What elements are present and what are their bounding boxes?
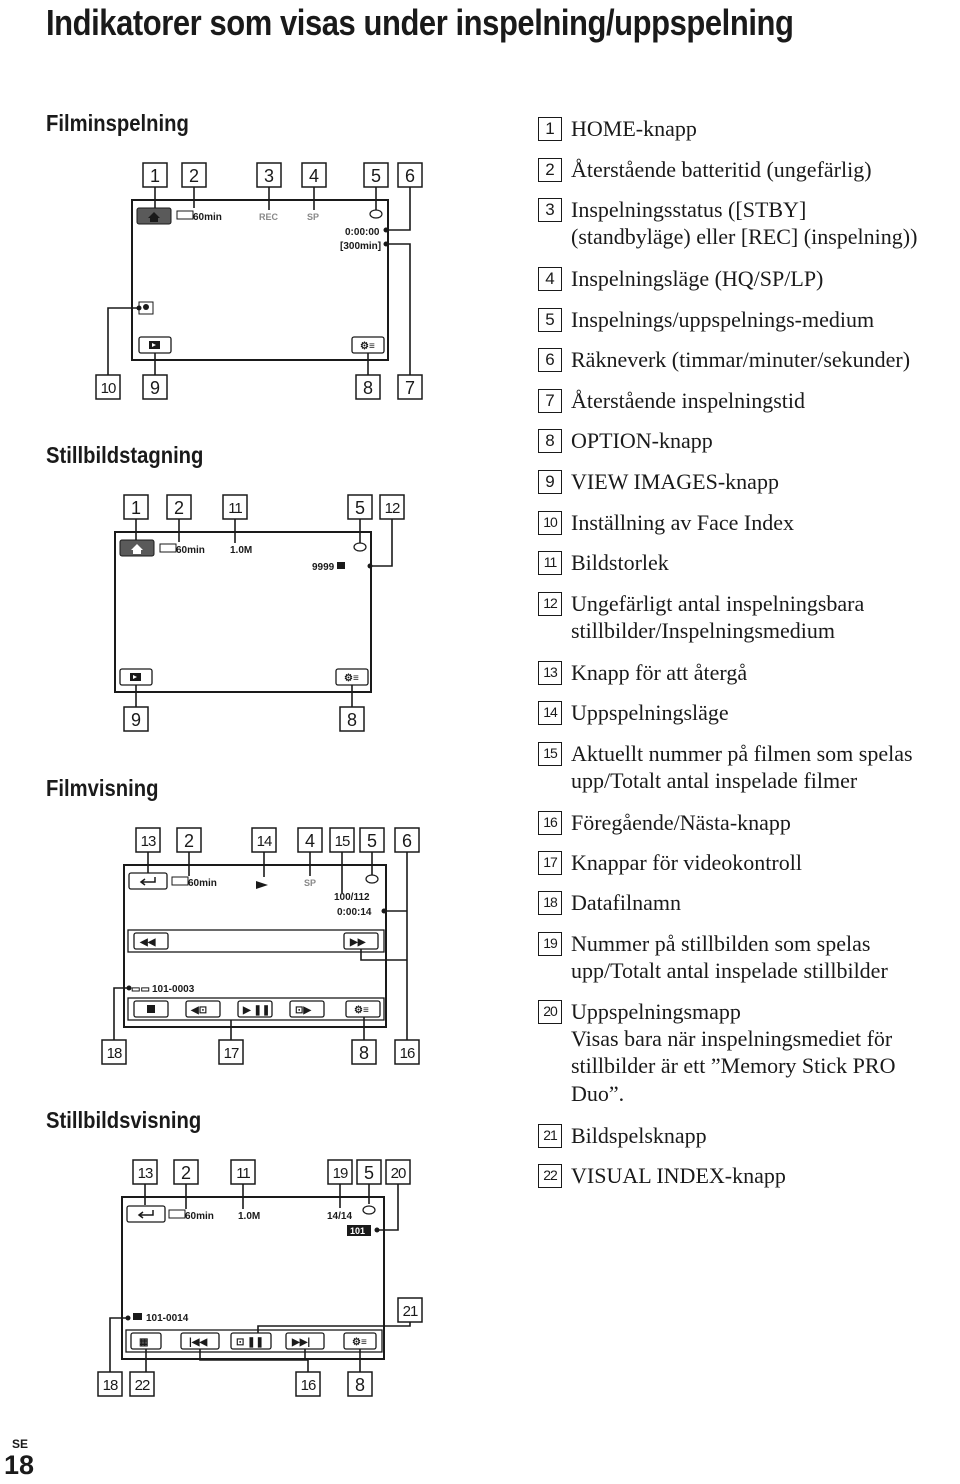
- callout-21: [398, 1298, 422, 1322]
- callout-5: [357, 1160, 381, 1184]
- callout-2: [174, 1160, 198, 1184]
- legend-number: 14: [538, 701, 562, 725]
- legend-number: 10: [538, 511, 562, 535]
- legend-number: 12: [538, 592, 562, 616]
- legend-text: Inspelningsstatus ([STBY]: [571, 197, 807, 222]
- svg-text:5: 5: [370, 166, 382, 186]
- svg-text:2: 2: [188, 166, 200, 186]
- svg-text:11: 11: [228, 500, 242, 517]
- callout-9: [143, 375, 167, 399]
- next-icon: ▶▶|: [292, 1337, 311, 1348]
- battery-icon: [160, 544, 176, 552]
- image-size: 1.0M: [238, 1211, 261, 1222]
- legend-text: Inspelningsläge (HQ/SP/LP): [571, 266, 824, 291]
- battery-icon: [172, 877, 188, 885]
- svg-text:3: 3: [263, 166, 275, 186]
- svg-text:10: 10: [100, 380, 116, 397]
- svg-text:18: 18: [106, 1045, 122, 1062]
- previous-icon: ◀◀: [140, 937, 156, 948]
- svg-text:5: 5: [363, 1163, 375, 1183]
- film-icon: ▭▭: [131, 984, 150, 995]
- diagram-film-playback: [102, 828, 419, 1064]
- legend-number: 4: [538, 267, 562, 291]
- data-filename: 101-0014: [146, 1313, 189, 1324]
- legend-text: VISUAL INDEX-knapp: [571, 1163, 786, 1188]
- legend-number: 7: [538, 389, 562, 413]
- legend-text: Räkneverk (timmar/minuter/sekunder): [571, 347, 911, 372]
- legend-text: Inspelnings/uppspelnings-medium: [571, 307, 875, 332]
- battery-icon: [177, 211, 193, 219]
- callout-11: [223, 495, 247, 519]
- callout-12: [380, 495, 404, 519]
- legend-number: 9: [538, 470, 562, 494]
- option-icon: ⚙≡: [354, 1005, 369, 1016]
- svg-text:4: 4: [304, 831, 316, 851]
- grid-icon: ▦: [139, 1337, 149, 1348]
- legend-text: (standbyläge) eller [REC] (inspelning)): [571, 224, 918, 249]
- section-heading-film-playback: Filmvisning: [46, 775, 159, 801]
- stop-icon: [147, 1005, 155, 1013]
- legend-text: Uppspelningsmapp: [571, 999, 741, 1024]
- svg-text:9: 9: [130, 710, 142, 730]
- callout-18: [102, 1040, 126, 1064]
- callout-16: [296, 1372, 320, 1396]
- legend-number: 19: [538, 932, 562, 956]
- legend-text: Knappar för videokontroll: [571, 850, 802, 875]
- callout-6: [395, 828, 419, 852]
- svg-text:13: 13: [140, 833, 156, 850]
- legend-text: stillbilder är ett ”Memory Stick PRO: [571, 1053, 896, 1078]
- svg-text:2: 2: [180, 1163, 192, 1183]
- callout-8: [352, 1040, 376, 1064]
- legend-text: Återstående inspelningstid: [571, 388, 806, 413]
- legend-text: Inställning av Face Index: [571, 510, 794, 535]
- battery-time: 60min: [176, 545, 205, 556]
- svg-text:8: 8: [362, 378, 374, 398]
- legend-number: 11: [538, 551, 562, 575]
- svg-text:17: 17: [223, 1045, 239, 1062]
- legend-text: Visas bara när inspelningsmediet för: [571, 1026, 893, 1051]
- svg-text:2: 2: [183, 831, 195, 851]
- legend-text: Bildstorlek: [571, 550, 669, 575]
- media-icon: [354, 543, 366, 551]
- page-number: 18: [4, 1450, 35, 1480]
- svg-text:2: 2: [173, 498, 185, 518]
- callout-7: [398, 375, 422, 399]
- legend-number: 21: [538, 1124, 562, 1148]
- callout-5: [360, 828, 384, 852]
- callout-8: [340, 707, 364, 731]
- rewind-icon: ◀⊡: [191, 1005, 208, 1016]
- legend-text: HOME-knapp: [571, 116, 697, 141]
- legend-text: Återstående batteritid (ungefärlig): [571, 157, 872, 182]
- option-icon: ⚙≡: [344, 673, 359, 684]
- callout-1: [124, 495, 148, 519]
- next-icon: ▶▶: [350, 937, 366, 948]
- section-heading-still-playback: Stillbildsvisning: [46, 1107, 202, 1133]
- option-icon: ⚙≡: [352, 1337, 367, 1348]
- svg-text:12: 12: [384, 500, 400, 517]
- callout-16: [395, 1040, 419, 1064]
- diagram-film-recording: [96, 163, 422, 399]
- legend-text: Duo”.: [571, 1081, 625, 1106]
- legend-text: Knapp för att återgå: [571, 660, 748, 685]
- callout-17: [219, 1040, 243, 1064]
- callout-14: [252, 828, 276, 852]
- legend-number: 22: [538, 1164, 562, 1188]
- svg-text:8: 8: [358, 1043, 370, 1063]
- legend-number: 2: [538, 158, 562, 182]
- callout-8: [356, 375, 380, 399]
- media-icon: [370, 210, 382, 218]
- svg-text:5: 5: [366, 831, 378, 851]
- callout-10: [96, 375, 120, 399]
- battery-icon: [169, 1210, 185, 1218]
- diagram-still-shooting: [115, 495, 404, 731]
- callout-1: [143, 163, 167, 187]
- data-filename: 101-0003: [152, 984, 195, 995]
- play-pause-icon: ▶ ❚❚: [243, 1005, 271, 1016]
- legend-number: 15: [538, 742, 562, 766]
- svg-text:1: 1: [130, 498, 142, 518]
- legend-text: stillbilder/Inspelningsmedium: [571, 618, 835, 643]
- callout-4: [302, 163, 326, 187]
- callout-18: [98, 1372, 122, 1396]
- playback-folder: 101: [350, 1226, 366, 1236]
- legend-number: 3: [538, 198, 562, 222]
- legend-number: 6: [538, 348, 562, 372]
- callout-5: [364, 163, 388, 187]
- shot-count: 9999: [312, 562, 335, 573]
- camera-icon: [337, 562, 345, 569]
- previous-icon: |◀◀: [189, 1337, 208, 1348]
- fast-forward-icon: ⊡▶: [295, 1005, 312, 1016]
- image-size: 1.0M: [230, 545, 253, 556]
- legend-text: Aktuellt nummer på filmen som spelas: [571, 741, 913, 766]
- callout-8: [348, 1372, 372, 1396]
- legend-text: VIEW IMAGES-knapp: [571, 469, 779, 494]
- callout-9: [124, 707, 148, 731]
- counter: 0:00:00: [345, 227, 380, 238]
- rec-mode: SP: [304, 878, 317, 888]
- legend-number: 20: [538, 1000, 562, 1024]
- callout-2: [177, 828, 201, 852]
- svg-text:8: 8: [354, 1375, 366, 1395]
- legend-number: 17: [538, 851, 562, 875]
- callout-15: [330, 828, 354, 852]
- svg-text:4: 4: [308, 166, 320, 186]
- svg-text:21: 21: [402, 1303, 418, 1320]
- page-title: Indikatorer som visas under inspelning/uppspelning: [46, 2, 794, 43]
- legend-text: Uppspelningsläge: [571, 700, 729, 725]
- counter: 0:00:14: [337, 907, 372, 918]
- view-images-button[interactable]: [120, 669, 152, 685]
- svg-text:18: 18: [102, 1377, 118, 1394]
- svg-text:7: 7: [404, 378, 416, 398]
- callout-6: [398, 163, 422, 187]
- legend-number: 13: [538, 661, 562, 685]
- diagram-still-playback: [98, 1160, 422, 1396]
- svg-text:11: 11: [236, 1165, 250, 1182]
- legend-text: Ungefärligt antal inspelningsbara: [571, 591, 865, 616]
- svg-text:15: 15: [334, 833, 350, 850]
- legend-text: Bildspelsknapp: [571, 1123, 707, 1148]
- svg-text:1: 1: [149, 166, 161, 186]
- return-button[interactable]: [129, 873, 167, 889]
- language-code: SE: [12, 1437, 29, 1451]
- callout-2: [167, 495, 191, 519]
- battery-time: 60min: [193, 212, 222, 223]
- callout-13: [133, 1160, 157, 1184]
- legend-text: upp/Totalt antal inspelade filmer: [571, 768, 858, 793]
- view-images-button[interactable]: [139, 337, 171, 353]
- legend-number: 5: [538, 308, 562, 332]
- svg-text:6: 6: [401, 831, 413, 851]
- legend-text: Datafilnamn: [571, 890, 681, 915]
- svg-text:22: 22: [134, 1377, 150, 1394]
- legend-text: OPTION-knapp: [571, 428, 713, 453]
- callout-20: [386, 1160, 410, 1184]
- callout-2: [182, 163, 206, 187]
- callout-11: [231, 1160, 255, 1184]
- svg-text:5: 5: [354, 498, 366, 518]
- svg-text:8: 8: [346, 710, 358, 730]
- rec-mode: SP: [307, 212, 320, 222]
- movie-number: 100/112: [334, 892, 370, 903]
- callout-3: [257, 163, 281, 187]
- rec-status: REC: [259, 212, 279, 222]
- legend-text: upp/Totalt antal inspelade stillbilder: [571, 958, 888, 983]
- battery-time: 60min: [185, 1211, 214, 1222]
- legend-number: 1: [538, 117, 562, 141]
- legend-number: 16: [538, 811, 562, 835]
- legend-text: Föregående/Nästa-knapp: [571, 810, 791, 835]
- camera-icon: [133, 1313, 142, 1320]
- svg-text:16: 16: [300, 1377, 316, 1394]
- battery-time: 60min: [188, 878, 217, 889]
- slideshow-icon: ⊡ ❚❚: [236, 1337, 264, 1348]
- image-number: 14/14: [327, 1211, 353, 1222]
- media-icon: [366, 875, 378, 883]
- legend-number: 18: [538, 891, 562, 915]
- svg-text:19: 19: [332, 1165, 348, 1182]
- legend-number: 8: [538, 429, 562, 453]
- callout-22: [130, 1372, 154, 1396]
- svg-text:6: 6: [404, 166, 416, 186]
- legend-text: Nummer på stillbilden som spelas: [571, 931, 871, 956]
- callout-5: [348, 495, 372, 519]
- callout-19: [328, 1160, 352, 1184]
- section-heading-still-shooting: Stillbildstagning: [46, 442, 204, 468]
- media-icon: [363, 1206, 375, 1214]
- callout-13: [136, 828, 160, 852]
- remaining-time: [300min]: [340, 241, 382, 252]
- svg-text:20: 20: [390, 1165, 406, 1182]
- svg-text:14: 14: [256, 833, 272, 850]
- section-heading-film-recording: Filminspelning: [46, 110, 189, 136]
- svg-text:16: 16: [399, 1045, 415, 1062]
- callout-4: [298, 828, 322, 852]
- option-icon: ⚙≡: [360, 341, 375, 352]
- return-button[interactable]: [127, 1206, 165, 1222]
- svg-text:13: 13: [137, 1165, 153, 1182]
- svg-text:9: 9: [149, 378, 161, 398]
